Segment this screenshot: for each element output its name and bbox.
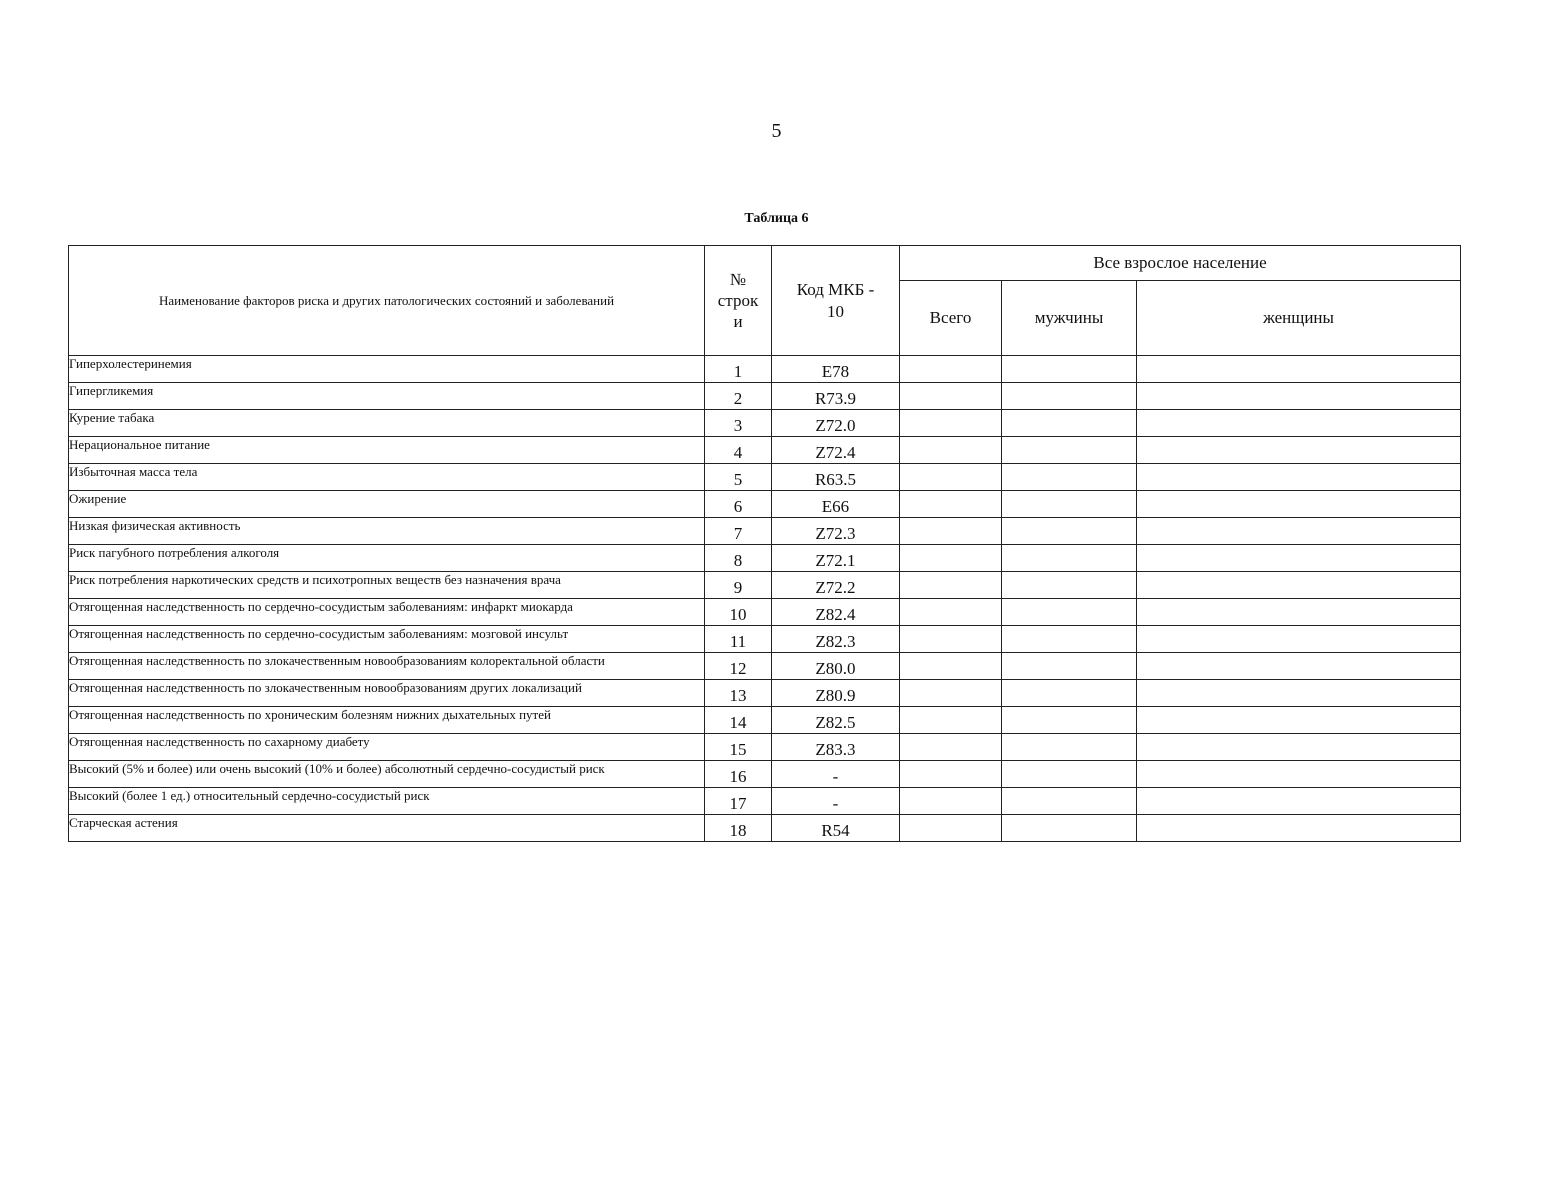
row-name-cell: Риск потребления наркотических средств и психотропных веществ без назначения врача (69, 572, 705, 599)
header-row-top (69, 246, 1461, 281)
row-women-cell (1137, 437, 1461, 464)
row-name-cell: Гипергликемия (69, 383, 705, 410)
header-icd-code-line1: Код МКБ - (796, 279, 875, 299)
row-total-cell (900, 383, 1002, 410)
row-women-cell (1137, 626, 1461, 653)
row-men-cell (1002, 788, 1137, 815)
row-icd-code-cell: - (772, 788, 900, 815)
row-total-cell (900, 356, 1002, 383)
row-icd-code-cell: - (772, 761, 900, 788)
row-number-cell: 4 (705, 437, 772, 464)
table-row (69, 545, 1461, 572)
header-men: мужчины (1002, 281, 1137, 356)
table-row (69, 437, 1461, 464)
row-number-cell: 8 (705, 545, 772, 572)
row-total-cell (900, 734, 1002, 761)
risk-factors-table (68, 245, 1461, 842)
row-total-cell (900, 761, 1002, 788)
row-men-cell (1002, 518, 1137, 545)
row-icd-code-cell: Z72.1 (772, 545, 900, 572)
row-total-cell (900, 815, 1002, 842)
table-row (69, 734, 1461, 761)
row-total-cell (900, 437, 1002, 464)
row-women-cell (1137, 680, 1461, 707)
row-name-cell: Отягощенная наследственность по сердечно-сосудистым заболеваниям: инфаркт миокарда (69, 599, 705, 626)
row-men-cell (1002, 572, 1137, 599)
row-total-cell (900, 410, 1002, 437)
row-number-cell: 18 (705, 815, 772, 842)
row-total-cell (900, 626, 1002, 653)
row-men-cell (1002, 815, 1137, 842)
row-number-cell: 13 (705, 680, 772, 707)
row-icd-code-cell: Z83.3 (772, 734, 900, 761)
row-icd-code-cell: Z80.0 (772, 653, 900, 680)
row-total-cell (900, 464, 1002, 491)
row-number-cell: 15 (705, 734, 772, 761)
row-men-cell (1002, 464, 1137, 491)
row-number-cell: 6 (705, 491, 772, 518)
row-icd-code-cell: Z80.9 (772, 680, 900, 707)
row-women-cell (1137, 572, 1461, 599)
table-row (69, 464, 1461, 491)
row-name-cell: Нерациональное питание (69, 437, 705, 464)
row-icd-code-cell: Z72.0 (772, 410, 900, 437)
row-name-cell: Отягощенная наследственность по злокачественным новообразованиям других локализаций (69, 680, 705, 707)
row-men-cell (1002, 545, 1137, 572)
row-women-cell (1137, 545, 1461, 572)
table-row (69, 356, 1461, 383)
row-men-cell (1002, 653, 1137, 680)
table-row (69, 626, 1461, 653)
row-men-cell (1002, 410, 1137, 437)
row-men-cell (1002, 437, 1137, 464)
row-number-cell: 3 (705, 410, 772, 437)
row-icd-code-cell: E66 (772, 491, 900, 518)
row-icd-code-cell: E78 (772, 356, 900, 383)
row-men-cell (1002, 761, 1137, 788)
row-men-cell (1002, 599, 1137, 626)
table-row (69, 518, 1461, 545)
row-men-cell (1002, 707, 1137, 734)
header-icd-code (772, 246, 900, 356)
row-women-cell (1137, 356, 1461, 383)
row-women-cell (1137, 464, 1461, 491)
row-number-cell: 1 (705, 356, 772, 383)
row-name-cell: Ожирение (69, 491, 705, 518)
table-row (69, 572, 1461, 599)
row-men-cell (1002, 734, 1137, 761)
table-row (69, 383, 1461, 410)
header-row-number-line3: и (733, 312, 743, 331)
row-name-cell: Отягощенная наследственность по злокачественным новообразованиям колоректальной области (69, 653, 705, 680)
header-total: Всего (900, 281, 1002, 356)
table-row (69, 788, 1461, 815)
header-row-number-line1: № (729, 270, 747, 289)
row-icd-code-cell: R54 (772, 815, 900, 842)
row-icd-code-cell: Z82.4 (772, 599, 900, 626)
row-number-cell: 11 (705, 626, 772, 653)
row-icd-code-cell: Z72.3 (772, 518, 900, 545)
row-total-cell (900, 680, 1002, 707)
row-women-cell (1137, 761, 1461, 788)
row-name-cell: Избыточная масса тела (69, 464, 705, 491)
row-total-cell (900, 518, 1002, 545)
row-name-cell: Гиперхолестеринемия (69, 356, 705, 383)
row-name-cell: Высокий (более 1 ед.) относительный сердечно-сосудистый риск (69, 788, 705, 815)
row-name-cell: Старческая астения (69, 815, 705, 842)
row-number-cell: 7 (705, 518, 772, 545)
row-name-cell: Отягощенная наследственность по сердечно-сосудистым заболеваниям: мозговой инсульт (69, 626, 705, 653)
row-number-cell: 12 (705, 653, 772, 680)
row-total-cell (900, 707, 1002, 734)
table-row (69, 680, 1461, 707)
row-men-cell (1002, 491, 1137, 518)
row-total-cell (900, 572, 1002, 599)
row-women-cell (1137, 653, 1461, 680)
row-men-cell (1002, 626, 1137, 653)
table-caption: Таблица 6 (744, 211, 809, 226)
row-icd-code-cell: Z82.5 (772, 707, 900, 734)
table-row (69, 410, 1461, 437)
row-number-cell: 16 (705, 761, 772, 788)
header-row-number (705, 246, 772, 356)
row-name-cell: Отягощенная наследственность по хроническим болезням нижних дыхательных путей (69, 707, 705, 734)
row-name-cell: Риск пагубного потребления алкоголя (69, 545, 705, 572)
header-icd-code-line2: 10 (827, 301, 844, 321)
header-row-number-line2: строк (717, 291, 759, 310)
table-row (69, 761, 1461, 788)
row-men-cell (1002, 680, 1137, 707)
row-number-cell: 2 (705, 383, 772, 410)
row-icd-code-cell: Z82.3 (772, 626, 900, 653)
row-number-cell: 9 (705, 572, 772, 599)
row-total-cell (900, 653, 1002, 680)
row-icd-code-cell: R63.5 (772, 464, 900, 491)
table-row (69, 707, 1461, 734)
header-women: женщины (1137, 281, 1461, 356)
row-women-cell (1137, 491, 1461, 518)
row-men-cell (1002, 356, 1137, 383)
row-men-cell (1002, 383, 1137, 410)
row-total-cell (900, 788, 1002, 815)
table-row (69, 815, 1461, 842)
row-icd-code-cell: Z72.2 (772, 572, 900, 599)
table-row (69, 491, 1461, 518)
row-number-cell: 5 (705, 464, 772, 491)
row-women-cell (1137, 707, 1461, 734)
row-women-cell (1137, 599, 1461, 626)
row-number-cell: 14 (705, 707, 772, 734)
table-row (69, 653, 1461, 680)
header-adult-population: Все взрослое население (900, 246, 1461, 281)
row-women-cell (1137, 734, 1461, 761)
row-total-cell (900, 491, 1002, 518)
row-name-cell: Высокий (5% и более) или очень высокий (10% и более) абсолютный сердечно-сосудистый риск (69, 761, 705, 788)
row-icd-code-cell: R73.9 (772, 383, 900, 410)
row-number-cell: 17 (705, 788, 772, 815)
table-row (69, 599, 1461, 626)
row-total-cell (900, 545, 1002, 572)
row-women-cell (1137, 410, 1461, 437)
row-icd-code-cell: Z72.4 (772, 437, 900, 464)
row-name-cell: Отягощенная наследственность по сахарному диабету (69, 734, 705, 761)
row-women-cell (1137, 788, 1461, 815)
row-name-cell: Низкая физическая активность (69, 518, 705, 545)
page-number: 5 (771, 120, 782, 142)
row-name-cell: Курение табака (69, 410, 705, 437)
row-women-cell (1137, 383, 1461, 410)
row-women-cell (1137, 815, 1461, 842)
row-women-cell (1137, 518, 1461, 545)
header-name: Наименование факторов риска и других патологических состояний и заболеваний (69, 246, 705, 356)
row-total-cell (900, 599, 1002, 626)
row-number-cell: 10 (705, 599, 772, 626)
